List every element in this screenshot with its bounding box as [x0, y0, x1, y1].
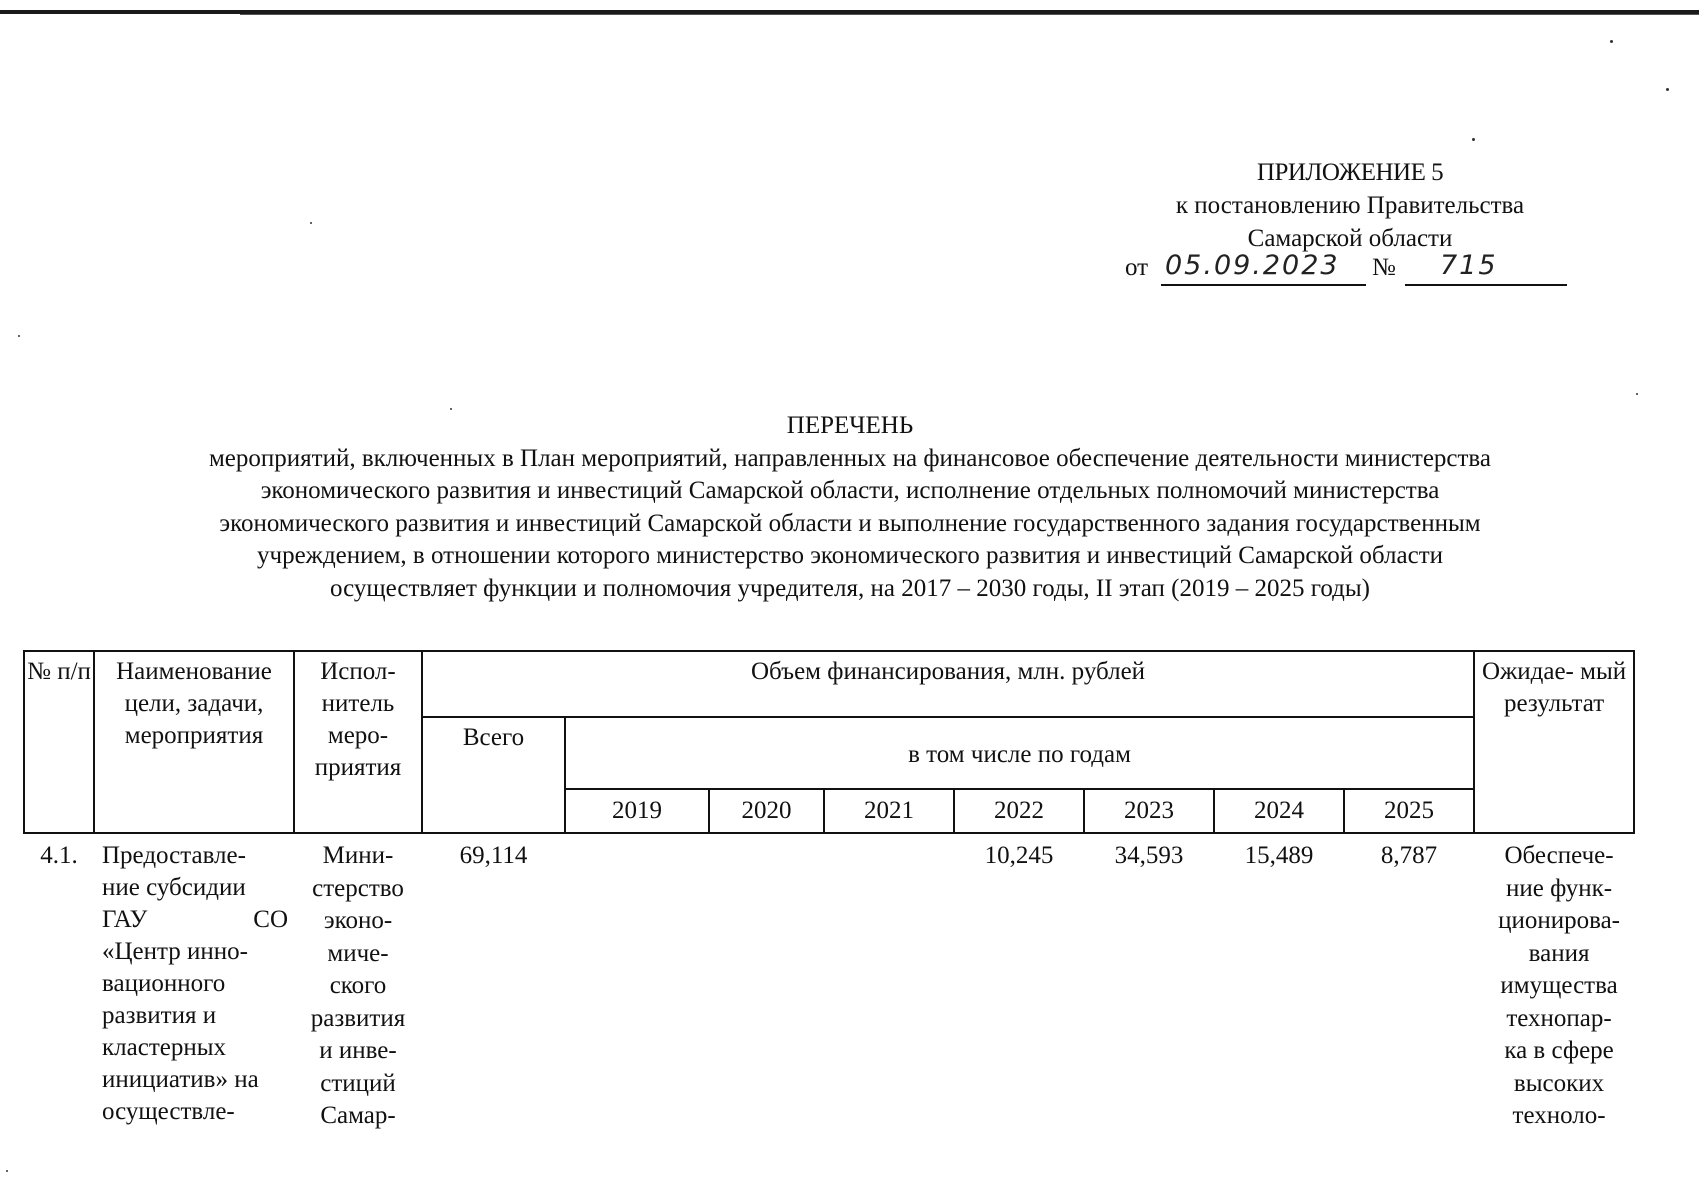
handwritten-date: 05.09.2023 — [1165, 250, 1340, 281]
row-name-line: вационного — [102, 970, 226, 997]
row-executor-line: стерство — [312, 874, 404, 902]
row-executor-line: миче- — [327, 939, 389, 967]
heading-line-1: мероприятий, включенных в План мероприятий, направленных на финансовое обеспечение деятельности министерства — [208, 444, 1492, 472]
row-executor-line: Самар- — [320, 1102, 396, 1129]
row-result-line: имущества — [1500, 972, 1618, 999]
row-executor-line: стиций — [320, 1069, 396, 1097]
resolution-date-number — [1125, 248, 1570, 292]
row-result — [1474, 833, 1634, 1133]
row-total: 69,114 — [422, 833, 565, 1133]
row-year-value: 34,593 — [1084, 833, 1214, 1133]
scan-speck — [18, 335, 20, 337]
row-year-value: 10,245 — [954, 833, 1084, 1133]
row-name-line: инициатив» на — [102, 1066, 259, 1093]
col-header-year: 2025 — [1344, 789, 1474, 833]
col-header-no: № п/п — [24, 651, 94, 833]
scan-speck — [1610, 40, 1613, 43]
row-executor-line: и инве- — [319, 1037, 397, 1064]
scan-speck — [1666, 88, 1669, 91]
table-row — [24, 833, 1634, 1133]
col-header-year: 2019 — [565, 789, 709, 833]
heading-line-2: экономического развития и инвестиций Самарской области, исполнение отдельных полномочий министерства — [260, 477, 1440, 504]
row-name-line: Предоставле- — [102, 842, 246, 869]
col-header-year: 2023 — [1084, 789, 1214, 833]
row-year-value — [709, 833, 824, 1133]
col-header-year: 2021 — [824, 789, 954, 833]
row-result-line: ка в сфере — [1504, 1037, 1614, 1064]
row-name-line: ГАУ СО — [102, 906, 288, 933]
heading-title: ПЕРЕЧЕНЬ — [786, 412, 914, 439]
number-label: № — [1372, 254, 1396, 281]
row-name-line: ние субсидии — [102, 874, 246, 901]
row-result-line: ционирова- — [1498, 907, 1620, 934]
col-header-year: 2022 — [954, 789, 1084, 833]
col-header-by-years: в том числе по годам — [565, 717, 1474, 789]
scan-top-border-thin — [240, 14, 1699, 15]
row-year-value — [565, 833, 709, 1133]
row-name — [94, 833, 294, 1133]
col-header-year: 2024 — [1214, 789, 1344, 833]
row-executor — [294, 833, 422, 1133]
appendix-line-2: Самарской области — [1247, 225, 1453, 252]
scan-speck — [1636, 393, 1638, 395]
col-header-total: Всего — [422, 717, 565, 833]
heading-line-4: учреждением, в отношении которого министерство экономического развития и инвестиций Самарской области — [257, 542, 1443, 569]
col-header-year: 2020 — [709, 789, 824, 833]
row-result-line: Обеспече- — [1504, 842, 1614, 869]
row-executor-line: ского — [329, 972, 387, 999]
date-underline — [1161, 284, 1366, 286]
handwritten-number: 715 — [1440, 250, 1498, 281]
appendix-title: ПРИЛОЖЕНИЕ 5 — [1256, 159, 1444, 186]
row-result-line: вания — [1528, 939, 1590, 967]
col-header-executor: Испол- нитель меро- приятия — [294, 651, 422, 833]
row-name-line: кластерных — [102, 1034, 227, 1061]
row-no: 4.1. — [24, 833, 94, 1133]
heading-line-5: осуществляет функции и полномочия учредителя, на 2017 – 2030 годы, II этап (2019 – 2025 годы) — [330, 574, 1370, 602]
row-name-line: осуществле- — [102, 1098, 235, 1125]
from-label: от — [1125, 254, 1149, 281]
document-heading — [60, 410, 1640, 605]
number-underline — [1405, 284, 1567, 286]
appendix-line-1: к постановлению Правительства — [1175, 192, 1525, 219]
row-executor-line: эконо- — [323, 907, 393, 934]
row-result-line: высоких — [1513, 1069, 1605, 1097]
appendix-block — [1100, 156, 1600, 255]
row-result-line: техноло- — [1512, 1102, 1606, 1129]
row-result-line: технопар- — [1506, 1004, 1612, 1032]
row-executor-line: Мини- — [322, 842, 394, 869]
row-year-value: 15,489 — [1214, 833, 1344, 1133]
activities-table — [23, 650, 1635, 1133]
col-header-name: Наименование цели, задачи, мероприятия — [94, 651, 294, 833]
heading-line-3: экономического развития и инвестиций Самарской области и выполнение государственного задания государственным — [219, 509, 1481, 537]
col-header-funding: Объем финансирования, млн. рублей — [422, 651, 1474, 717]
row-executor-line: развития — [310, 1004, 406, 1032]
row-name-line: «Центр инно- — [102, 938, 248, 965]
scan-speck — [6, 1170, 8, 1172]
row-result-line: ние функ- — [1506, 874, 1613, 902]
scan-speck — [310, 222, 312, 224]
row-year-value: 8,787 — [1344, 833, 1474, 1133]
row-name-line: развития и — [102, 1002, 217, 1029]
scan-speck — [1472, 138, 1475, 141]
row-year-value — [824, 833, 954, 1133]
col-header-result: Ожидае- мый результат — [1474, 651, 1634, 833]
